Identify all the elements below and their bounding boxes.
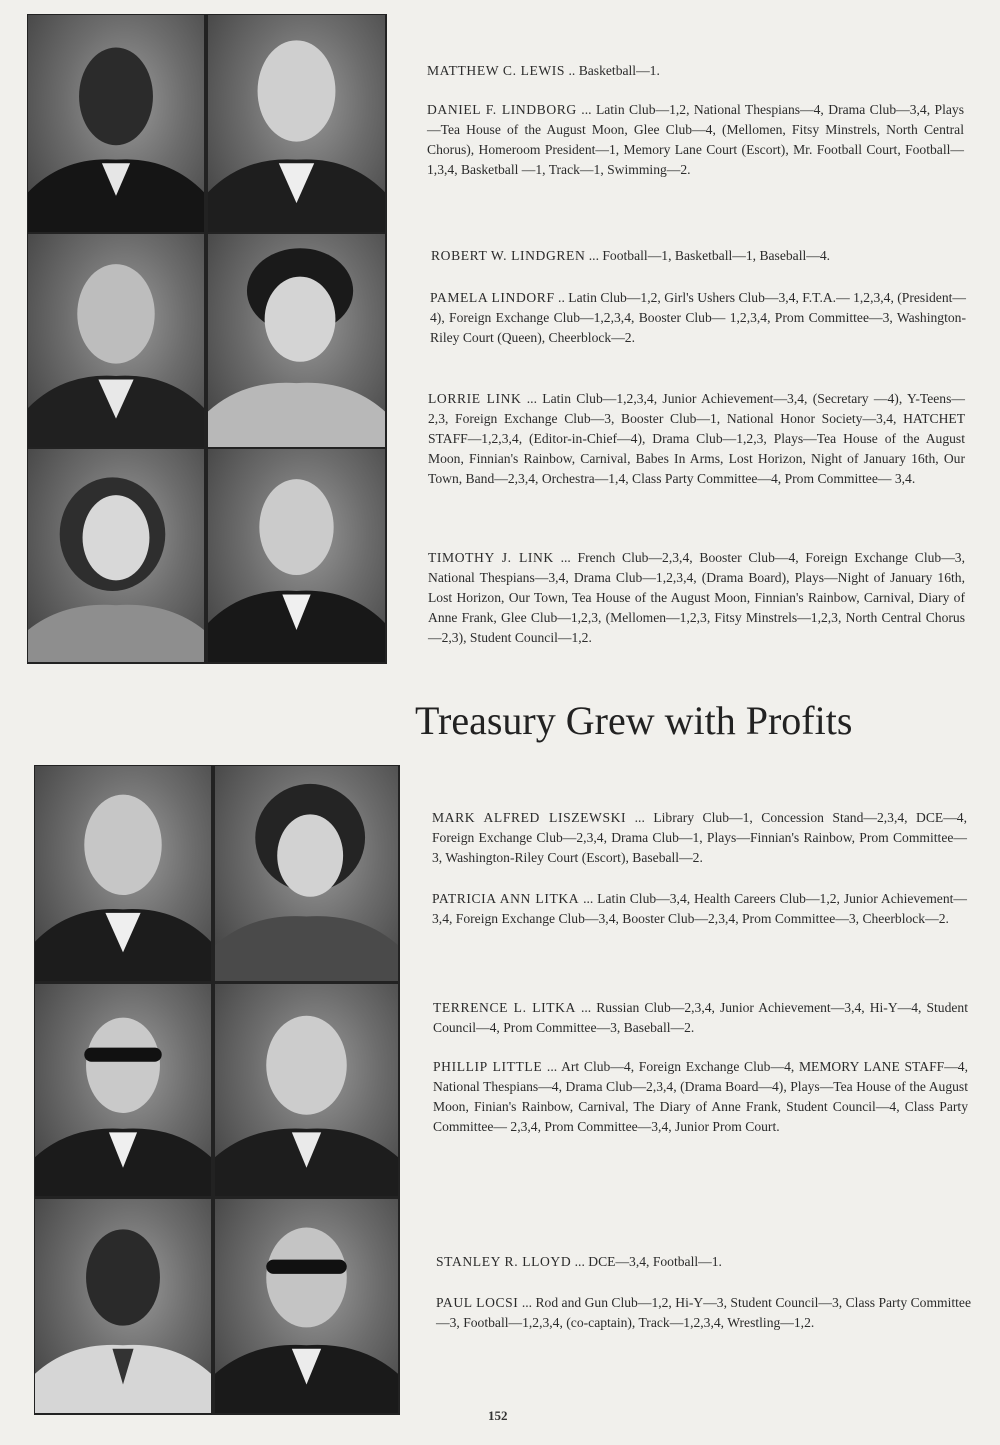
portrait-photo xyxy=(28,449,204,662)
student-activities: French Club—2,3,4, Booster Club—4, Foreign Exchange Club—3, National Thespians—3,4, Drama Club—1,2,3,4, (Drama Board), Plays—Night of January 16th, Lost Horizon, Our Town, Tea House of the August Moon, Finnian's Rainbow, Carnival, Diary of Anne Frank, Glee Club—1,2,3, (Mellomen—1,2,3, Fitsy Minstrels—1,2,3, North Central Chorus —2,3), Student Council—1,2. xyxy=(428,550,965,645)
student-bio xyxy=(433,998,968,1038)
separator: ... xyxy=(579,891,598,906)
portrait-photo xyxy=(35,984,211,1196)
portrait-photo xyxy=(28,15,204,232)
portrait-silhouette-icon xyxy=(28,449,204,662)
separator: .. xyxy=(565,63,579,78)
separator: ... xyxy=(571,1254,589,1269)
student-name: TERRENCE L. LITKA xyxy=(433,1000,576,1015)
student-bio xyxy=(428,389,965,489)
separator: ... xyxy=(576,102,596,117)
portrait-silhouette-icon xyxy=(215,766,398,981)
student-name: ROBERT W. LINDGREN xyxy=(431,248,586,263)
separator: ... xyxy=(626,810,654,825)
separator: ... xyxy=(542,1059,562,1074)
student-activities: Latin Club—1,2, National Thespians—4, Drama Club—3,4, Plays—Tea House of the August Moon, Glee Club—4, (Mellomen, Fitsy Minstrels, North Central Chorus), Homeroom President—1, Memory Lane Court (Escort), Mr. Football Court, Football—1,3,4, Basketball —1, Track—1, Swimming—2. xyxy=(427,102,964,177)
student-name: PATRICIA ANN LITKA xyxy=(432,891,580,906)
student-activities: Library Club—1, Concession Stand—2,3,4, DCE—4, Foreign Exchange Club—2,3,4, Drama Club—1, Plays—Finnian's Rainbow, Prom Committee—3, Washington-Riley Court (Escort), Baseball—2. xyxy=(432,810,967,865)
student-bio xyxy=(433,1057,968,1137)
student-name: TIMOTHY J. LINK xyxy=(428,550,554,565)
portrait-photo xyxy=(208,234,385,447)
portrait-photo xyxy=(208,15,385,232)
portrait-silhouette-icon xyxy=(28,15,204,232)
portrait-silhouette-icon xyxy=(215,984,398,1196)
separator: ... xyxy=(518,1295,536,1310)
student-activities: Latin Club—1,2,3,4, Junior Achievement—3,4, (Secretary —4), Y-Teens—2,3, Foreign Exchange Club—3, Booster Club—1, National Honor Society—3,4, HATCHET STAFF—1,2,3,4, (Editor-in-Chief—4), Drama Club—1,2,3, Plays—Tea House of the August Moon, Finnian's Rainbow, Carnival, Babes In Arms, Lost Horizon, Night of January 16th, Our Town, Band—2,3,4, Orchestra—1,4, Class Party Committee—4, Prom Committee— 3,4. xyxy=(428,391,965,486)
student-name: MATTHEW C. LEWIS xyxy=(427,63,566,78)
student-name: PAMELA LINDORF xyxy=(430,290,555,305)
student-bio xyxy=(430,288,966,348)
separator: ... xyxy=(553,550,578,565)
portrait-photo xyxy=(215,984,398,1196)
portrait-silhouette-icon xyxy=(35,1199,211,1413)
portrait-silhouette-icon xyxy=(208,449,385,662)
student-bio xyxy=(427,100,964,180)
separator: .. xyxy=(554,290,569,305)
student-name: MARK ALFRED LISZEWSKI xyxy=(432,810,627,825)
separator: ... xyxy=(521,391,543,406)
student-bio xyxy=(432,808,967,868)
student-bio xyxy=(432,889,967,929)
portrait-photo xyxy=(215,1199,398,1413)
student-activities: DCE—3,4, Football—1. xyxy=(588,1254,722,1269)
student-activities: Russian Club—2,3,4, Junior Achievement—3,4, Hi-Y—4, Student Council—4, Prom Committee—3, Baseball—2. xyxy=(433,1000,968,1035)
portrait-silhouette-icon xyxy=(208,234,385,447)
student-name: LORRIE LINK xyxy=(428,391,522,406)
separator: ... xyxy=(585,248,603,263)
student-activities: Art Club—4, Foreign Exchange Club—4, MEMORY LANE STAFF—4, National Thespians—4, Drama Club—2,3,4, (Drama Board—4), Plays—Tea House of the August Moon, Finian's Rainbow, Carnival, The Diary of Anne Frank, Student Council—4, Class Party Committee— 2,3,4, Prom Committee—3,4, Junior Prom Court. xyxy=(433,1059,968,1134)
student-name: STANLEY R. LLOYD xyxy=(436,1254,572,1269)
student-activities: Basketball—1. xyxy=(578,63,660,78)
portrait-photo xyxy=(35,766,211,981)
section-headline: Treasury Grew with Profits xyxy=(415,698,853,743)
student-bio xyxy=(428,548,965,648)
portrait-silhouette-icon xyxy=(215,1199,398,1413)
student-activities: Rod and Gun Club—1,2, Hi-Y—3, Student Council—3, Class Party Committee—3, Football—1,2,3,4, (co-captain), Track—1,2,3,4, Wrestling—1,2. xyxy=(436,1295,971,1330)
separator: ... xyxy=(575,1000,597,1015)
page-number: 152 xyxy=(488,1408,508,1423)
student-activities: Latin Club—3,4, Health Careers Club—1,2, Junior Achievement—3,4, Foreign Exchange Club—3,4, Booster Club—2,3,4, Prom Committee—3, Cheerblock—2. xyxy=(432,891,967,926)
portrait-photo xyxy=(35,1199,211,1413)
student-activities: Latin Club—1,2, Girl's Ushers Club—3,4, F.T.A.— 1,2,3,4, (President—4), Foreign Exchange Club—1,2,3,4, Booster Club— 1,2,3,4, Prom Committee—3, Washington-Riley Court (Queen), Cheerblock—2. xyxy=(430,290,966,345)
student-bio xyxy=(427,61,967,81)
portrait-photo xyxy=(208,449,385,662)
portrait-silhouette-icon xyxy=(28,234,204,447)
portrait-silhouette-icon xyxy=(208,15,385,232)
portrait-silhouette-icon xyxy=(35,984,211,1196)
student-bio xyxy=(436,1293,971,1333)
student-activities: Football—1, Basketball—1, Baseball—4. xyxy=(602,248,831,263)
student-name: PAUL LOCSI xyxy=(436,1295,519,1310)
student-name: DANIEL F. LINDBORG xyxy=(427,102,577,117)
portrait-photo xyxy=(215,766,398,981)
student-bio xyxy=(436,1252,971,1272)
portrait-photo xyxy=(28,234,204,447)
student-name: PHILLIP LITTLE xyxy=(433,1059,543,1074)
student-bio xyxy=(431,246,966,266)
portrait-silhouette-icon xyxy=(35,766,211,981)
